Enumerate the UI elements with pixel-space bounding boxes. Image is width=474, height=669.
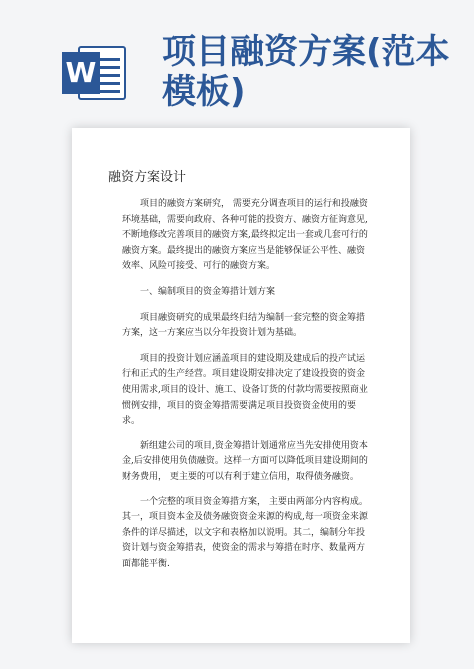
banner xyxy=(0,0,474,125)
word-document-icon xyxy=(62,40,128,106)
page-title: 项目融资方案(范本模板) xyxy=(162,32,450,112)
document-heading: 融资方案设计 xyxy=(108,170,187,185)
paragraph: 项目的融资方案研究， 需要充分调查项目的运行和投融资环境基础，需要向政府、各种可能的投资方、融资方征询意见,不断地修改完善项目的融资方案,最终拟定出一套或几套可行的融资方案。最终提出的融资方案应当是能够保证公平性、融资效率、风险可接受、可行的融资方案。 xyxy=(122,199,368,272)
paragraph: 项目的投资计划应涵盖项目的建设期及建成后的投产试运行和正式的生产经营。项目建设期安排决定了建设投资的资金使用需求,项目的设计、施工、设备订货的付款均需要按照商业惯例安排，项目的资金筹措需要满足项目投资资金使用的要求。 xyxy=(122,353,368,427)
document-body xyxy=(122,197,370,582)
section-heading: 一、编制项目的资金筹措计划方案 xyxy=(140,286,276,297)
word-icon-letter: W xyxy=(62,52,100,94)
paragraph: 一个完整的项目资金筹措方案， 主要由两部分内容构成。 其一，项目资本金及债务融资资金来源的构成,每一项资金来源条件的详尽描述，以文字和表格加以说明。其二，编制分年投资计划与资金筹措表，使资金的需求与筹措在时序、数量两方面都能平衡. xyxy=(122,496,368,569)
paragraph: 新组建公司的项目,资金筹措计划通常应当先安排使用资本金,后安排使用负债融资。这样一方面可以降低项目建设期间的财务费用， 更主要的可以有利于建立信用，取得债务融资。 xyxy=(122,440,368,482)
paragraph: 项目融资研究的成果最终归结为编制一套完整的资金筹措方案，这一方案应当以分年投资计划为基础。 xyxy=(122,312,366,339)
